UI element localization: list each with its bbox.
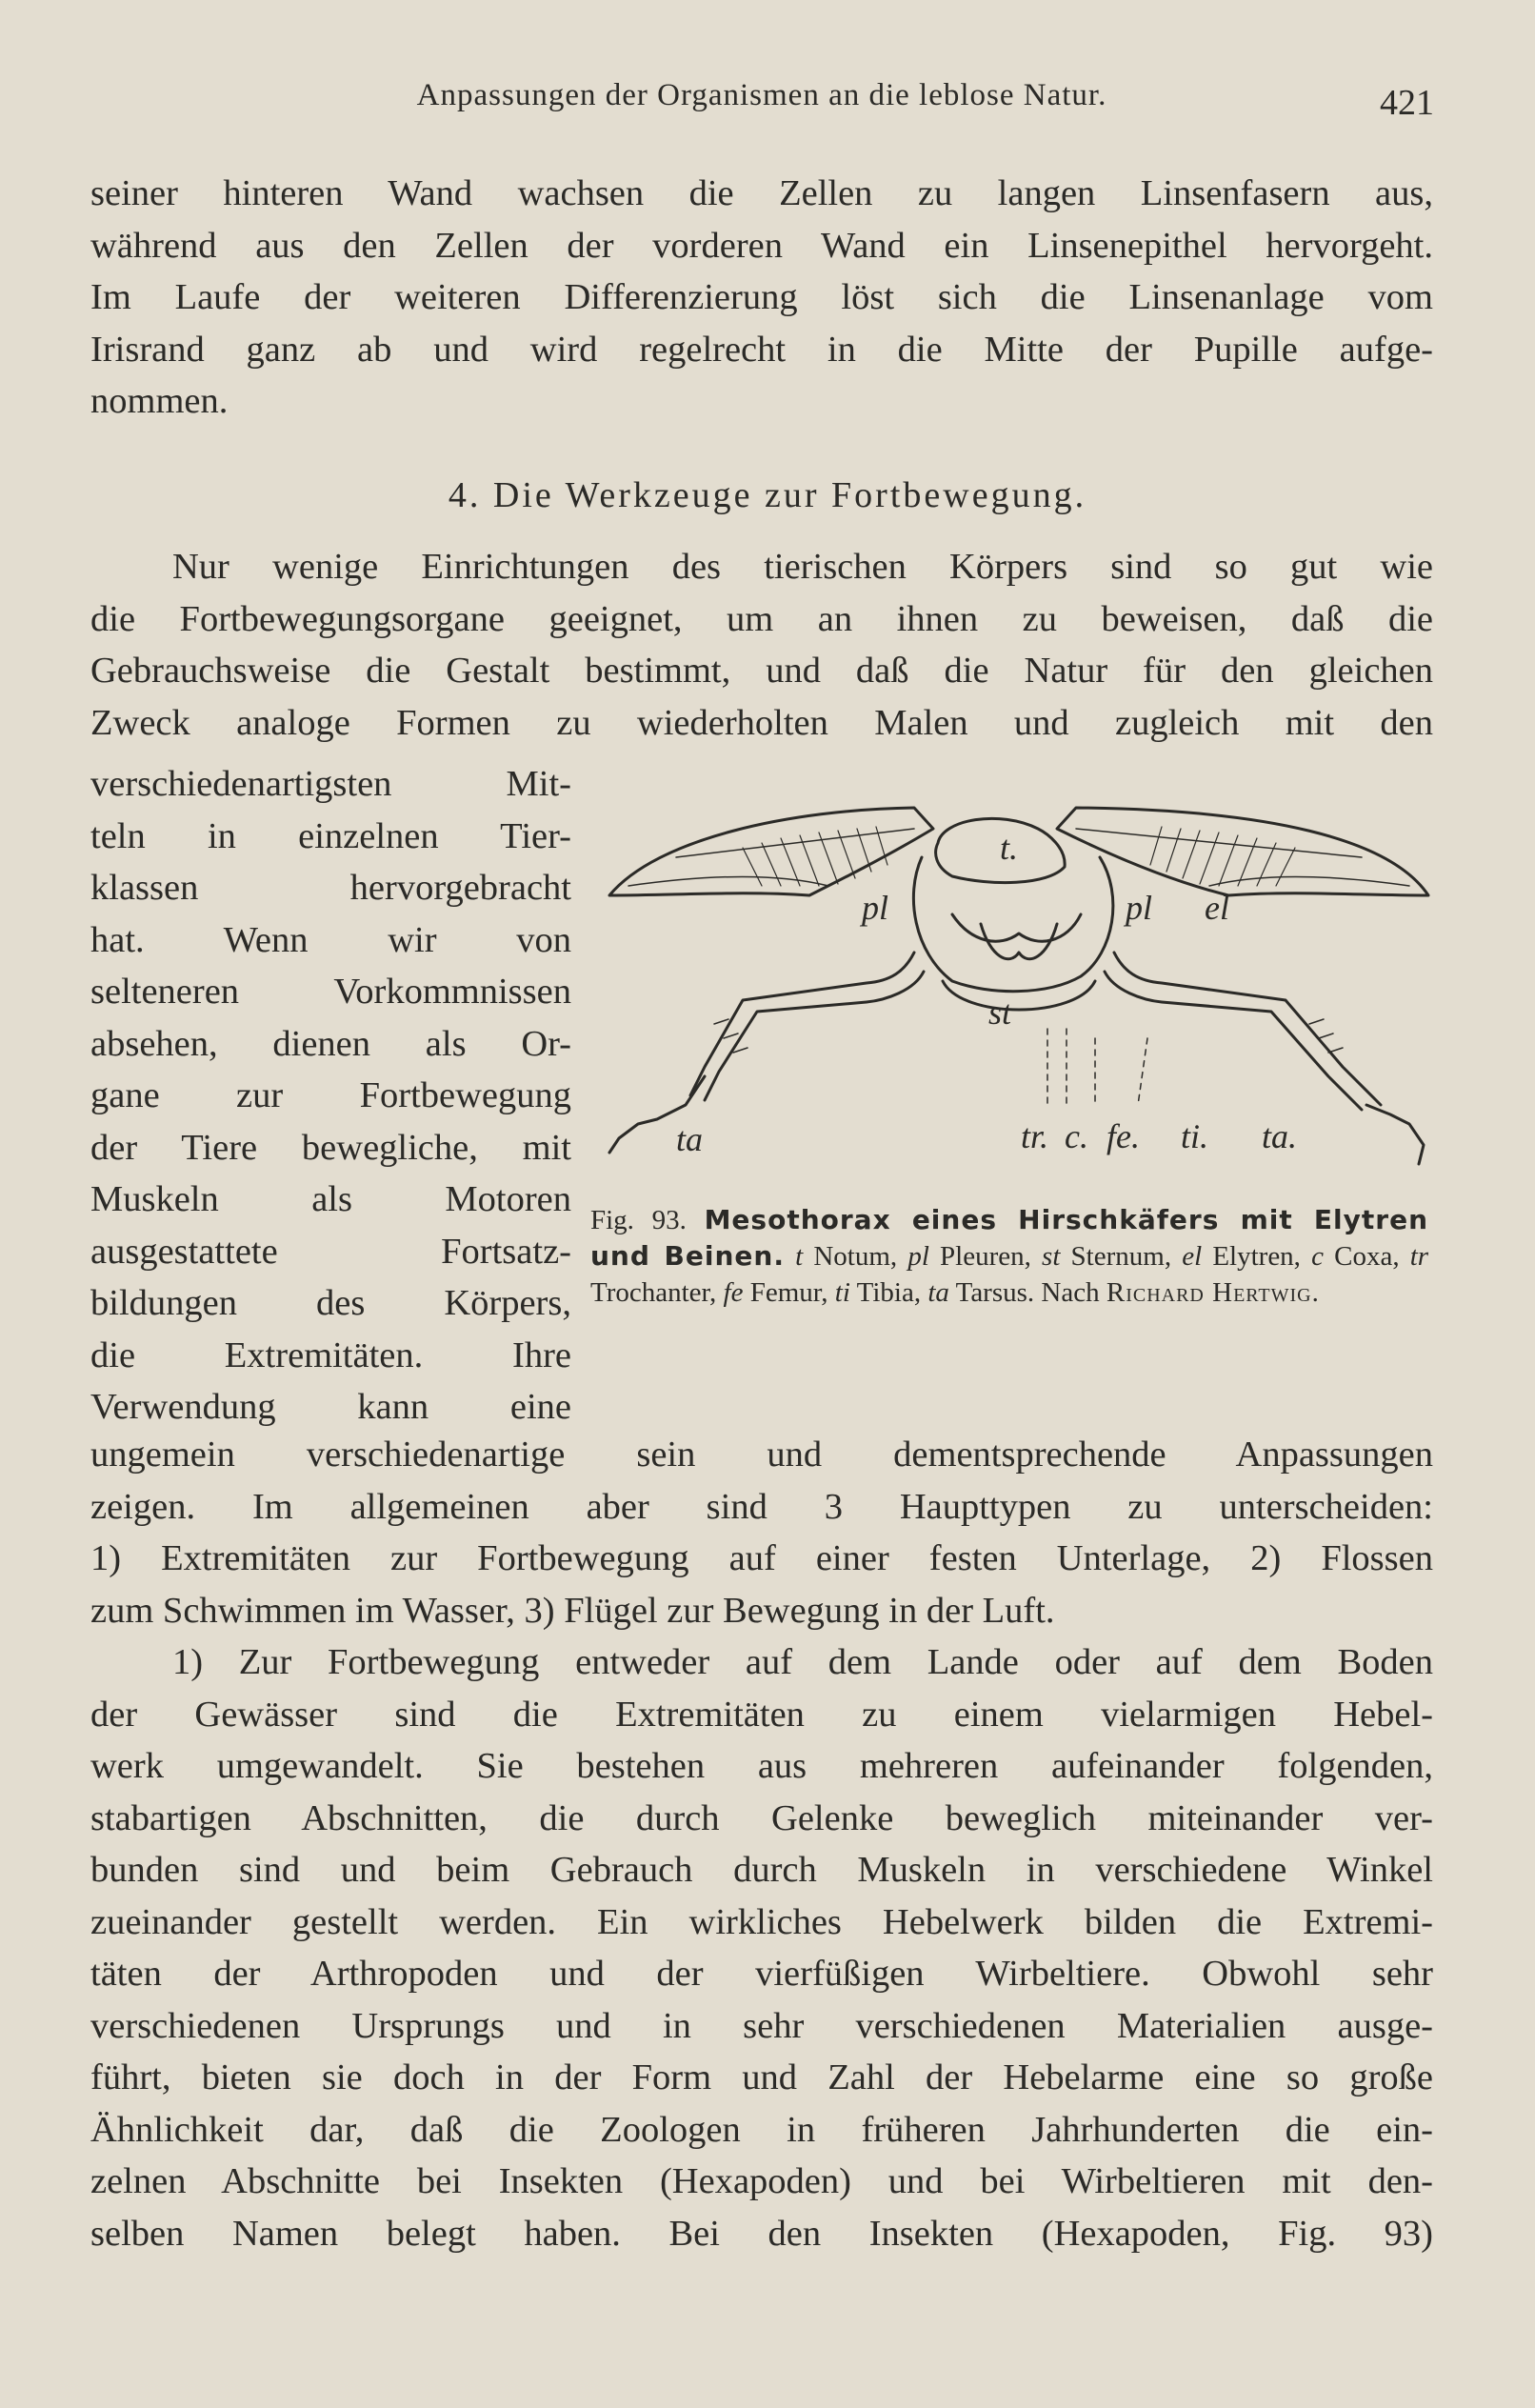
text-line: zeigen. Im allgemeinen aber sind 3 Haupttypen zu unterscheiden:	[90, 1486, 1433, 1527]
text-line: 1) Zur Fortbewegung entweder auf dem Lande oder auf dem Boden	[172, 1642, 1433, 1682]
text-line: ungemein verschiedenartige sein und dementsprechende Anpassungen	[90, 1435, 1433, 1475]
text-line: seiner hinteren Wand wachsen die Zellen zu langen Linsenfasern aus,	[90, 173, 1433, 213]
label-ta: ta.	[1262, 1117, 1298, 1155]
caption-term: Tarsus.	[955, 1277, 1035, 1308]
caption-abbr: t	[795, 1241, 804, 1272]
label-fe: fe.	[1106, 1117, 1140, 1155]
text-line: Nur wenige Einrichtungen des tierischen Körpers sind so gut wie	[172, 547, 1433, 587]
text-line: während aus den Zellen der vorderen Wand ein Linsenepithel hervorgeht.	[90, 225, 1433, 266]
text-line: selben Namen belegt haben. Bei den Insekten (Hexapoden, Fig. 93)	[90, 2213, 1433, 2254]
caption-term: Femur,	[749, 1277, 828, 1308]
caption-title: Mesothorax eines Hirschkäfers mit Elytren und Beinen.	[590, 1204, 1428, 1272]
caption-abbr: st	[1042, 1241, 1061, 1272]
caption-abbr: ti	[834, 1277, 850, 1308]
text-line: verschiedenartigsten Mit-	[90, 764, 571, 804]
figure-93-beetle-mesothorax	[600, 791, 1438, 1191]
text-line: Zweck analoge Formen zu wiederholten Malen und zugleich mit den	[90, 702, 1433, 743]
text-line: stabartigen Abschnitten, die durch Gelenke beweglich miteinander ver-	[90, 1797, 1433, 1838]
label-pl-left: pl	[862, 889, 889, 927]
label-tr: tr.	[1021, 1117, 1049, 1155]
caption-source-prefix: Nach	[1041, 1277, 1100, 1308]
text-line: zelnen Abschnitte bei Insekten (Hexapoden) und bei Wirbeltieren mit den-	[90, 2161, 1433, 2201]
text-line: 1) Extremitäten zur Fortbewegung auf einer festen Unterlage, 2) Flossen	[90, 1538, 1433, 1578]
text-line: klassen hervorgebracht	[90, 868, 571, 908]
label-el: el	[1205, 889, 1229, 927]
page-number: 421	[1380, 83, 1434, 123]
text-line: hat. Wenn wir von	[90, 919, 571, 960]
text-line: die Fortbewegungsorgane geeignet, um an ihnen zu beweisen, daß die	[90, 598, 1433, 639]
caption-abbr: pl	[907, 1241, 929, 1272]
label-st: st	[988, 993, 1012, 1032]
caption-abbr: ta	[927, 1277, 949, 1308]
text-line: selteneren Vorkommnissen	[90, 972, 571, 1012]
paragraph-2-end	[90, 1429, 1433, 1636]
label-c: c.	[1065, 1117, 1088, 1155]
text-line: nommen.	[90, 381, 229, 421]
caption-abbr: fe	[723, 1277, 744, 1308]
text-line: Im Laufe der weiteren Differenzierung löst sich die Linsenanlage vom	[90, 277, 1433, 317]
label-t: t.	[1000, 829, 1019, 867]
caption-term: Pleuren,	[940, 1241, 1031, 1272]
paragraph-2-wrap	[90, 758, 571, 1434]
figure-caption	[590, 1202, 1428, 1311]
text-line: Verwendung kann eine	[90, 1387, 571, 1427]
text-line: bunden sind und beim Gebrauch durch Muskeln in verschiedene Winkel	[90, 1850, 1433, 1890]
label-pl-right: pl	[1126, 889, 1153, 927]
caption-abbr: el	[1182, 1241, 1203, 1272]
text-line: absehen, dienen als Or-	[90, 1023, 571, 1064]
text-line: bildungen des Körpers,	[90, 1283, 571, 1323]
caption-term: Coxa,	[1334, 1241, 1400, 1272]
paragraph-1	[90, 168, 1433, 428]
caption-abbr: tr	[1409, 1241, 1429, 1272]
text-line: der Gewässer sind die Extremitäten zu einem vielarmigen Hebel-	[90, 1694, 1433, 1735]
beetle-illustration	[600, 791, 1438, 1191]
text-line: werk umgewandelt. Sie bestehen aus mehreren aufeinander folgenden,	[90, 1746, 1433, 1786]
section-heading: 4. Die Werkzeuge zur Fortbewegung.	[448, 475, 1087, 515]
text-line: zum Schwimmen im Wasser, 3) Flügel zur Bewegung in der Luft.	[90, 1590, 1055, 1631]
text-line: führt, bieten sie doch in der Form und Zahl der Hebelarme eine so große	[90, 2057, 1433, 2097]
label-ti: ti.	[1181, 1117, 1209, 1155]
running-title: Anpassungen der Organismen an die leblose Natur.	[416, 78, 1107, 112]
text-line: Gebrauchsweise die Gestalt bestimmt, und daß die Natur für den gleichen	[90, 651, 1433, 691]
caption-term: Trochanter,	[590, 1277, 717, 1308]
text-line: ausgestattete Fortsatz-	[90, 1231, 571, 1272]
label-ta-left: ta	[676, 1120, 704, 1158]
paragraph-3	[90, 1636, 1433, 2259]
paragraph-2-start	[90, 541, 1433, 749]
text-line: Ähnlichkeit dar, daß die Zoologen in früheren Jahrhunderten die ein-	[90, 2109, 1433, 2150]
caption-term: Tibia,	[856, 1277, 922, 1308]
text-line: Irisrand ganz ab und wird regelrecht in die Mitte der Pupille aufge-	[90, 329, 1433, 370]
caption-abbr: c	[1311, 1241, 1324, 1272]
caption-term: Notum,	[813, 1241, 898, 1272]
text-line: teln in einzelnen Tier-	[90, 815, 571, 856]
text-line: Muskeln als Motoren	[90, 1179, 571, 1219]
caption-term: Sternum,	[1070, 1241, 1172, 1272]
text-line: der Tiere bewegliche, mit	[90, 1127, 571, 1168]
caption-source-author: Richard Hertwig.	[1106, 1277, 1320, 1308]
text-line: die Extremitäten. Ihre	[90, 1334, 571, 1375]
caption-number: Fig. 93.	[590, 1205, 687, 1235]
caption-term: Elytren,	[1212, 1241, 1301, 1272]
text-line: zueinander gestellt werden. Ein wirkliches Hebelwerk bilden die Extremi-	[90, 1901, 1433, 1942]
text-line: täten der Arthropoden und der vierfüßigen Wirbeltiere. Obwohl sehr	[90, 1954, 1433, 1994]
text-line: verschiedenen Ursprungs und in sehr verschiedenen Materialien ausge-	[90, 2005, 1433, 2046]
text-line: gane zur Fortbewegung	[90, 1075, 571, 1115]
